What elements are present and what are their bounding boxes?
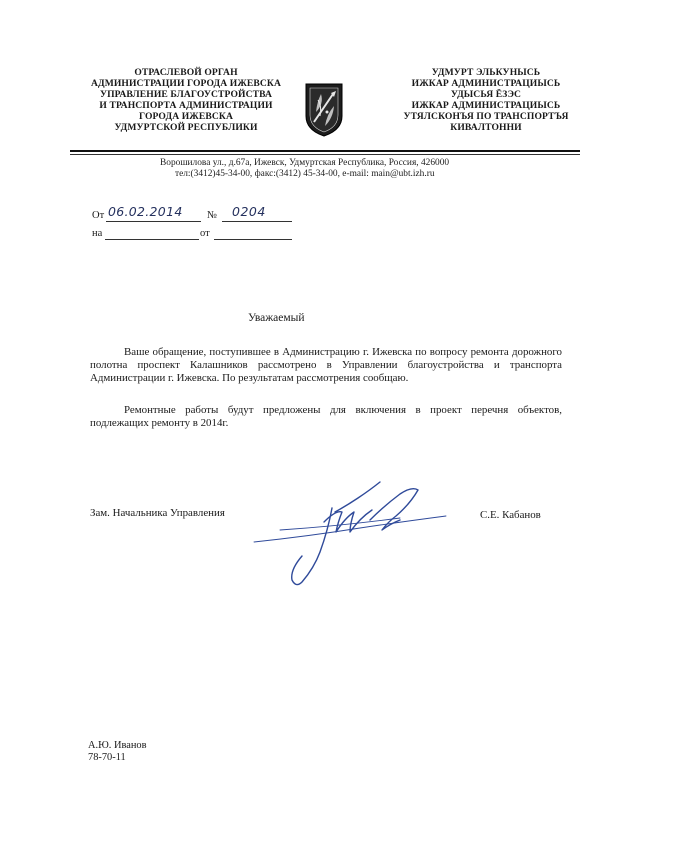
letterhead-left-line: И ТРАНСПОРТА АДМИНИСТРАЦИИ — [99, 99, 273, 111]
letterhead-left-line: ГОРОДА ИЖЕВСКА — [138, 110, 233, 122]
letterhead-right — [383, 68, 589, 133]
letterhead-right-line: КИВАЛТОННИ — [450, 121, 522, 133]
handwritten-signature — [250, 460, 450, 590]
izhevsk-coat-of-arms-icon — [303, 82, 345, 138]
letterhead-right-line: УДЫСЬЯ ЁЗЭС — [450, 88, 522, 100]
reg-number-label: № — [207, 210, 218, 221]
signatory-position: Зам. Начальника Управления — [90, 507, 225, 519]
letter-greeting: Уважаемый — [248, 312, 305, 324]
contact-address: Ворошилова ул., д.67а, Ижевск, Удмуртская Республика, Россия, 426000 — [160, 158, 450, 168]
letter-paragraph: Ремонтные работы будут предложены для включения в проект перечня объектов, подлежащих ремонту в 2014г. — [90, 404, 562, 429]
reg-date-line — [106, 221, 201, 222]
letterhead-right-line: ИЖКАР АДМИНИСТРАЦИЫСЬ — [411, 99, 561, 111]
executor-name: А.Ю. Иванов — [88, 740, 147, 751]
reg-of-line — [214, 239, 292, 240]
reg-number-handwritten: 0204 — [232, 204, 266, 219]
letterhead-right-line: УТЯЛСКОНЪЯ ПО ТРАНСПОРТЪЯ — [403, 110, 569, 122]
executor-phone: 78-70-11 — [88, 752, 126, 763]
letter-paragraph: Ваше обращение, поступившее в Администрацию г. Ижевска по вопросу ремонта дорожного полотна проспект Калашников рассмотрено в Управлении благоустройства и транспорта Администрации г. Ижевска. По результатам рассмотрения сообщаю. — [90, 346, 562, 384]
signatory-name: С.Е. Кабанов — [480, 509, 541, 521]
letterhead-left-line: УДМУРТСКОЙ РЕСПУБЛИКИ — [114, 121, 258, 133]
letterhead-left — [82, 68, 290, 133]
reg-number-line — [222, 221, 292, 222]
contact-phones: тел:(3412)45-34-00, факс:(3412) 45-34-00, e-mail: main@ubt.izh.ru — [175, 169, 435, 179]
letterhead-rule-thick — [70, 150, 580, 152]
reg-of-label: от — [200, 228, 210, 239]
letterhead-left-line: УПРАВЛЕНИЕ БЛАГОУСТРОЙСТВА — [99, 88, 273, 100]
letterhead-right-line: УДМУРТ ЭЛЬКУНЫСЬ — [431, 67, 541, 78]
reg-on-label: на — [92, 228, 103, 239]
reg-from-label: От — [92, 210, 105, 221]
letterhead-right-line: ИЖКАР АДМИНИСТРАЦИЫСЬ — [411, 77, 561, 89]
letterhead-rule-thin — [70, 154, 580, 155]
reg-date-handwritten: 06.02.2014 — [108, 204, 183, 219]
letterhead-left-line: ОТРАСЛЕВОЙ ОРГАН — [134, 67, 238, 78]
reg-on-line — [105, 239, 199, 240]
letterhead-left-line: АДМИНИСТРАЦИИ ГОРОДА ИЖЕВСКА — [90, 77, 282, 89]
